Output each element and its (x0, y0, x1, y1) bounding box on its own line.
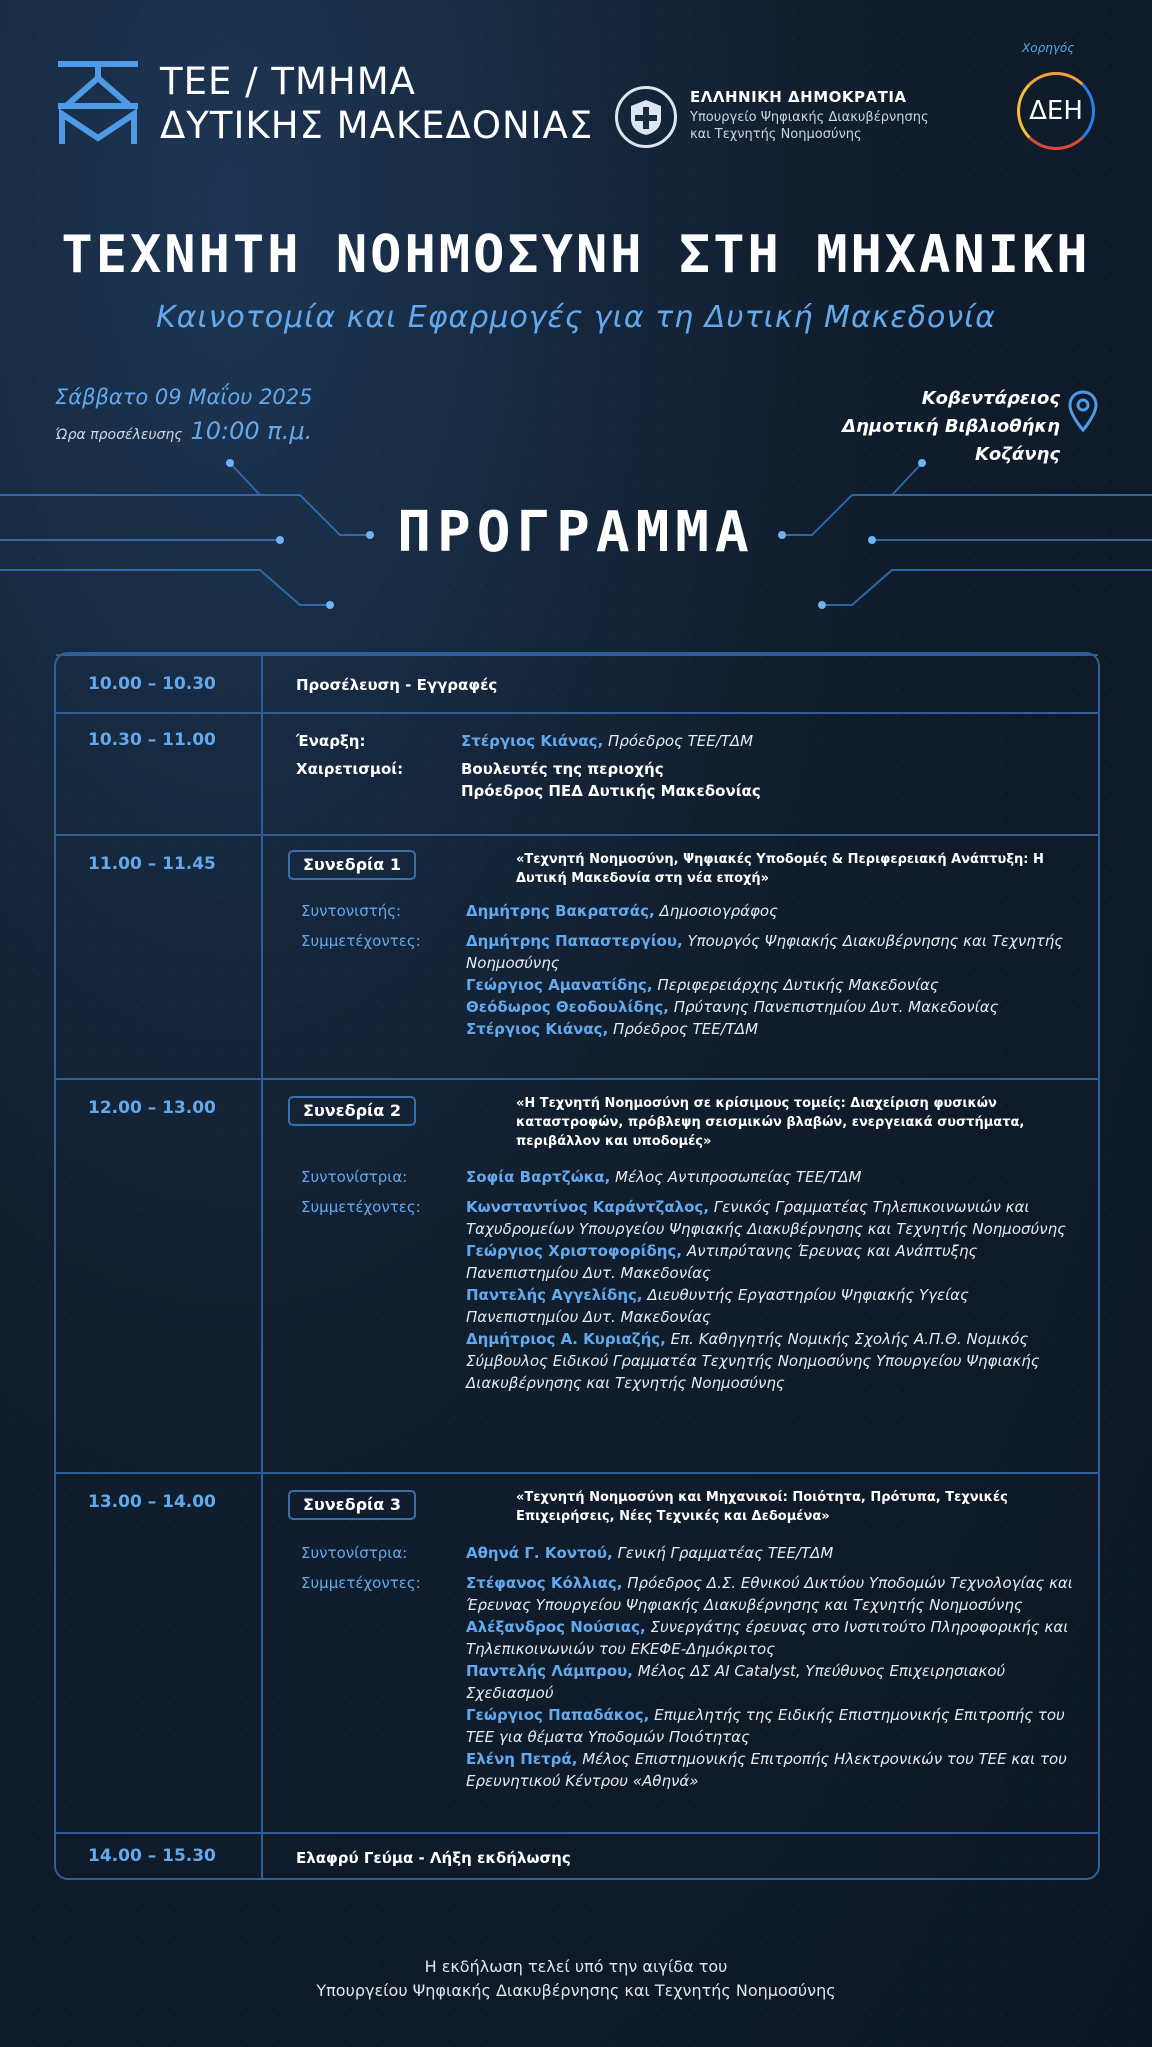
organization-name-line1: TEE / ΤΜΗΜΑ (160, 60, 416, 103)
event-date: Σάββατο 09 Μαΐου 2025 (55, 385, 313, 409)
row-title: Ελαφρύ Γεύμα - Λήξη εκδήλωσης (296, 1849, 571, 1867)
location-pin-icon (1068, 390, 1098, 432)
moderator-line (301, 900, 1082, 922)
header (0, 0, 1152, 170)
greetings-line (296, 758, 1082, 802)
footer-line1: Η εκδήλωση τελεί υπό την αιγίδα του (424, 1957, 728, 1976)
panelist (466, 1572, 1082, 1616)
greek-republic-emblem-icon (615, 86, 677, 148)
opening-role: Έναρξη: (296, 732, 366, 750)
panelist (466, 1748, 1082, 1792)
schedule-row-session-3 (56, 1472, 1098, 1832)
speaker-name: Δημήτριος Α. Κυριαζής, (466, 1330, 666, 1348)
row-time: 13.00 – 14.00 (88, 1492, 216, 1512)
schedule-row-session-2 (56, 1078, 1098, 1472)
panelist (466, 1328, 1082, 1394)
republic-title: ΕΛΛΗΝΙΚΗ ΔΗΜΟΚΡΑΤΙΑ (690, 88, 907, 106)
speaker-name: Στέφανος Κόλλιας, (466, 1574, 623, 1592)
session-title: «Τεχνητή Νοημοσύνη, Ψηφιακές Υποδομές & Περιφερειακή Ανάπτυξη: Η Δυτική Μακεδονία στη νέα εποχή» (516, 852, 1044, 886)
arrival-time-line (55, 417, 313, 445)
panelist (466, 1284, 1082, 1328)
arrival-time: 10:00 π.μ. (190, 417, 313, 445)
speaker-name: Θεόδωρος Θεοδουλίδης, (466, 998, 669, 1016)
moderator-line (301, 1166, 1082, 1188)
moderator-line (301, 1542, 1082, 1564)
ministry-name-line1: Υπουργείο Ψηφιακής Διακυβέρνησης (690, 110, 929, 125)
session-badge: Συνεδρία 3 (288, 1490, 416, 1520)
venue-line2: Δημοτική Βιβλιοθήκη (842, 416, 1060, 437)
panelist (466, 1704, 1082, 1748)
footer-line2: Υπουργείου Ψηφιακής Διακυβέρνησης και Τεχνητής Νοημοσύνης (316, 1981, 836, 2000)
speaker-title: Συνεργάτης έρευνας στο Ινστιτούτο Πληροφορικής και Τηλεπικοινωνιών του ΕΚΕΦΕ-Δημόκριτος (466, 1618, 1069, 1658)
row-time: 10.30 – 11.00 (88, 730, 216, 750)
footer (0, 1955, 1152, 2003)
speaker-name: Γεώργιος Παπαδάκος, (466, 1706, 650, 1724)
greetings-item: Βουλευτές της περιοχής (461, 760, 664, 778)
organization-name (160, 60, 593, 148)
speaker-name: Δημήτρης Βακρατσάς, (466, 902, 655, 920)
event-date-block (55, 385, 313, 445)
speaker-title: Γενική Γραμματέας ΤΕΕ/ΤΔΜ (612, 1544, 834, 1562)
speaker-title: Υπουργός Ψηφιακής Διακυβέρνησης και Τεχνητής Νοημοσύνης (466, 932, 1064, 972)
panel-list (301, 1572, 1082, 1792)
speaker-name: Σοφία Βαρτζώκα, (466, 1168, 611, 1186)
greetings-item: Πρόεδρος ΠΕΔ Δυτικής Μακεδονίας (461, 782, 761, 800)
program-title: ΠΡΟΓΡΑΜΜΑ (397, 500, 755, 565)
ministry-name-line2: και Τεχνητής Νοημοσύνης (690, 127, 862, 142)
row-time: 10.00 – 10.30 (88, 674, 216, 694)
row-time: 12.00 – 13.00 (88, 1098, 216, 1118)
row-title: Προσέλευση - Εγγραφές (296, 676, 498, 694)
organization-name-line2: ΔΥΤΙΚΗΣ ΜΑΚΕΔΟΝΙΑΣ (160, 104, 594, 147)
session-2-participants (301, 1166, 1082, 1394)
speaker-name: Αλέξανδρος Νούσιας, (466, 1618, 646, 1636)
session-title: «Η Τεχνητή Νοημοσύνη σε κρίσιμους τομείς: Διαχείριση φυσικών καταστροφών, πρόβλεψη σεισμικών βλαβών, ενεργειακά συστήματα, περιβάλλον και υποδομές» (516, 1096, 1025, 1149)
moderator-role: Συντονίστρια: (301, 1544, 408, 1562)
speaker-name: Αθηνά Γ. Κοντού, (466, 1544, 613, 1562)
ministry-name (690, 109, 1000, 143)
moderator-role: Συντονιστής: (301, 902, 402, 920)
speaker-name: Γεώργιος Χριστοφορίδης, (466, 1242, 683, 1260)
speaker-title: Περιφερειάρχης Δυτικής Μακεδονίας (652, 976, 939, 994)
speaker-title: Πρύτανης Πανεπιστημίου Δυτ. Μακεδονίας (668, 998, 999, 1016)
speaker-title: Πρόεδρος ΤΕΕ/ΤΔΜ (603, 732, 754, 750)
session-badge: Συνεδρία 2 (288, 1096, 416, 1126)
panel-role: Συμμετέχοντες: (301, 1198, 421, 1216)
speaker-title: Αντιπρύτανης Έρευνας και Ανάπτυξης Πανεπιστημίου Δυτ. Μακεδονίας (466, 1242, 978, 1282)
speaker-title: Πρόεδρος Δ.Σ. Εθνικού Δικτύου Υποδομών Τεχνολογίας και Έρευνας Υπουργείου Ψηφιακής Διακυβέρνησης και Τεχνητής Νοημοσύνης (466, 1574, 1073, 1614)
deh-logo-icon (1017, 72, 1095, 150)
speaker-title: Επιμελητής της Ειδικής Επιστημονικής Επιτροπής του ΤΕΕ για θέματα Υποδομών Ποιότητας (466, 1706, 1065, 1746)
opening-content (296, 730, 1082, 802)
session-1-participants (301, 900, 1082, 1040)
row-time: 14.00 – 15.30 (88, 1846, 216, 1866)
speaker-name: Στέργιος Κιάνας, (461, 732, 604, 750)
session-3-participants (301, 1542, 1082, 1792)
session-title: «Τεχνητή Νοημοσύνη και Μηχανικοί: Ποιότητα, Πρότυπα, Τεχνικές Επιχειρήσεις, Νέες Τεχνικές και Δεδομένα» (516, 1490, 1008, 1524)
schedule-row-closing (56, 1832, 1098, 1880)
panelist (466, 1616, 1082, 1660)
moderator-role: Συντονίστρια: (301, 1168, 408, 1186)
speaker-name: Παντελής Αγγελίδης, (466, 1286, 643, 1304)
speaker-title: Μέλος Επιστημονικής Επιτροπής Ηλεκτρονικών του ΤΕΕ και του Ερευνητικού Κέντρου «Αθηνά» (466, 1750, 1067, 1790)
ministry-block (690, 88, 1000, 143)
panel-list (301, 1196, 1082, 1394)
panelist (466, 1660, 1082, 1704)
panelist (466, 996, 1082, 1018)
speaker-title: Μέλος Αντιπροσωπείας ΤΕΕ/ΤΔΜ (610, 1168, 862, 1186)
deh-logo-text: ΔΕΗ (1029, 96, 1083, 126)
speaker-title: Μέλος ΔΣ AI Catalyst, Υπεύθυνος Επιχειρησιακού Σχεδιασμού (466, 1662, 1006, 1702)
speaker-name: Δημήτρης Παπαστεργίου, (466, 932, 683, 950)
sponsor-label: Χορηγός (1022, 41, 1075, 55)
panel-list (301, 930, 1082, 1040)
panelist (466, 1196, 1082, 1240)
opening-line (296, 730, 1082, 752)
panelist (466, 1240, 1082, 1284)
speaker-title: Πρόεδρος ΤΕΕ/ΤΔΜ (608, 1020, 759, 1038)
event-title: ΤΕΧΝΗΤΗ ΝΟΗΜΟΣΥΝΗ ΣΤΗ ΜΗΧΑΝΙΚΗ (61, 225, 1091, 285)
arrival-label: Ώρα προσέλευσης (55, 427, 183, 443)
row-time: 11.00 – 11.45 (88, 854, 216, 874)
speaker-name: Ελένη Πετρά, (466, 1750, 578, 1768)
speaker-title: Επ. Καθηγητής Νομικής Σχολής Α.Π.Θ. Νομικός Σύμβουλος Ειδικού Γραμματέα Τεχνητής Νοημοσύνης Υπουργείου Ψηφιακής Διακυβέρνησης και Τεχνητής Νοημοσύνης (466, 1330, 1040, 1392)
greetings-role: Χαιρετισμοί: (296, 760, 404, 778)
event-subtitle: Καινοτομία και Εφαρμογές για τη Δυτική Μακεδονία (155, 300, 997, 335)
schedule-row-registration (56, 654, 1098, 712)
speaker-title: Διευθυντής Εργαστηρίου Ψηφιακής Υγείας Πανεπιστημίου Δυτ. Μακεδονίας (466, 1286, 969, 1326)
venue-line3: Κοζάνης (974, 444, 1060, 465)
session-badge: Συνεδρία 1 (288, 850, 416, 880)
schedule-table (54, 652, 1100, 1880)
venue-line1: Κοβεντάρειος (921, 388, 1060, 409)
panelist (466, 1018, 1082, 1040)
speaker-name: Παντελής Λάμπρου, (466, 1662, 633, 1680)
speaker-name: Γεώργιος Αμανατίδης, (466, 976, 653, 994)
schedule-row-opening (56, 712, 1098, 834)
panelist (466, 930, 1082, 974)
panel-role: Συμμετέχοντες: (301, 932, 421, 950)
schedule-row-session-1 (56, 834, 1098, 1078)
tee-logo-icon (52, 56, 144, 148)
panelist (466, 974, 1082, 996)
speaker-title: Γενικός Γραμματέας Τηλεπικοινωνιών και Ταχυδρομείων Υπουργείου Ψηφιακής Διακυβέρνησης και Τεχνητής Νοημοσύνης (466, 1198, 1066, 1238)
speaker-name: Στέργιος Κιάνας, (466, 1020, 609, 1038)
panel-role: Συμμετέχοντες: (301, 1574, 421, 1592)
speaker-title: Δημοσιογράφος (654, 902, 778, 920)
speaker-name: Κωνσταντίνος Καράντζαλος, (466, 1198, 710, 1216)
